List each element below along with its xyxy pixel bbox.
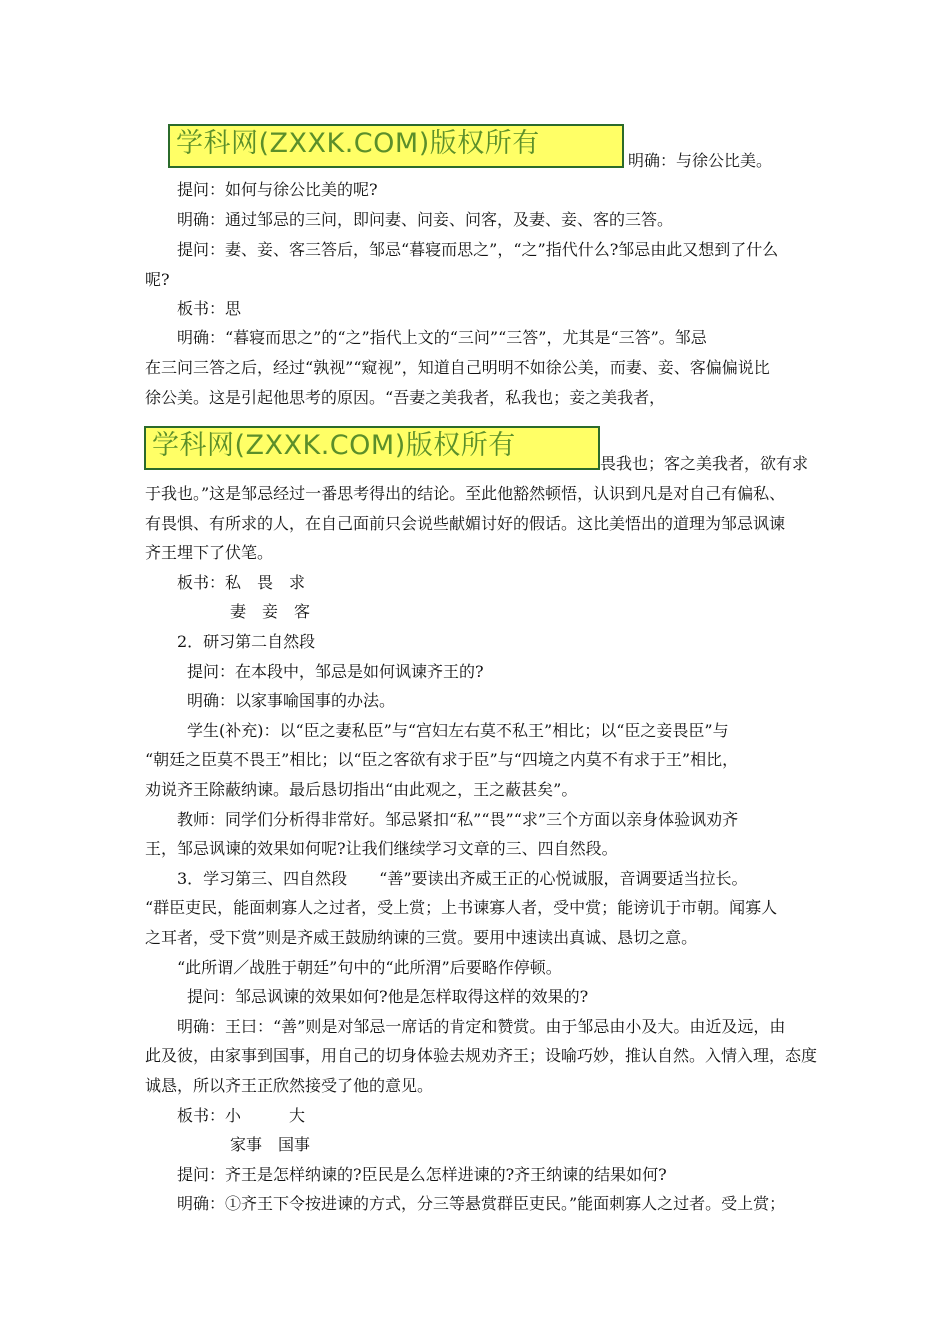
section-heading: 2．研习第二自然段 <box>177 632 316 651</box>
text-line: 诚恳，所以齐王正欣然接受了他的意见。 <box>145 1076 434 1095</box>
text-line: 有畏惧、有所求的人，在自己面前只会说些献媚讨好的假话。这比美悟出的道理为邹忌讽谏 <box>145 514 786 533</box>
text-line: 此及彼，由家事到国事，用自己的切身体验去规劝齐王；设喻巧妙，推认自然。入情入理，态度 <box>145 1046 818 1065</box>
text-line: 板书：小 大 <box>177 1106 306 1125</box>
watermark-stamp: 学科网(ZXXK.COM)版权所有 <box>144 426 600 470</box>
text-line: 明确：以家事喻国事的办法。 <box>187 691 396 710</box>
text-line: “此所谓／战胜于朝廷”句中的“此所渭”后要略作停顿。 <box>177 958 562 977</box>
text-line: 提问：在本段中，邹忌是如何讽谏齐王的? <box>187 662 484 681</box>
watermark-stamp: 学科网(ZXXK.COM)版权所有 <box>168 124 624 168</box>
text-line: 明确：通过邹忌的三问，即问妻、问妾、问客，及妻、妾、客的三答。 <box>177 210 674 229</box>
text-line: 呢? <box>145 270 170 289</box>
text-line: 明确：“暮寝而思之”的“之”指代上文的“三问”“三答”，尤其是“三答”。邹忌 <box>177 328 707 347</box>
text-line: 教师：同学们分析得非常好。邹忌紧扣“私”“畏”“求”三个方面以亲身体验讽劝齐 <box>177 810 739 829</box>
text-line: 明确：①齐王下令按进谏的方式，分三等悬赏群臣吏民。”能面刺寡人之过者。受上赏； <box>177 1194 786 1213</box>
text-line: 劝说齐王除蔽纳谏。最后恳切指出“由此观之，王之蔽甚矣”。 <box>145 780 578 799</box>
text-line: 板书：思 <box>177 299 242 318</box>
text-line: 板书：私 畏 求 <box>177 573 306 592</box>
text-line: 明确：王曰：“善”则是对邹忌一席话的肯定和赞赏。由于邹忌由小及大。由近及远，由 <box>177 1017 786 1036</box>
text-line: 于我也。”这是邹忌经过一番思考得出的结论。至此他豁然顿悟，认识到凡是对自己有偏私、 <box>145 484 786 503</box>
text-line: 明确：与徐公比美。 <box>628 151 773 170</box>
text-line: 提问：妻、妾、客三答后，邹忌“暮寝而思之”，“之”指代什么?邹忌由此又想到了什么 <box>177 240 779 259</box>
text-line: 提问：邹忌讽谏的效果如何?他是怎样取得这样的效果的? <box>187 987 589 1006</box>
text-line: 徐公美。这是引起他思考的原因。“吾妻之美我者，私我也；妾之美我者， <box>145 388 666 407</box>
text-line: 提问：如何与徐公比美的呢? <box>177 180 378 199</box>
text-line: 在三问三答之后，经过“孰视”“窥视”，知道自己明明不如徐公美，而妻、妾、客偏偏说比 <box>145 358 770 377</box>
text-line: 之耳者，受下赏”则是齐威王鼓励纳谏的三赏。要用中速读出真诚、恳切之意。 <box>145 928 698 947</box>
text-line: 妻 妾 客 <box>230 602 311 621</box>
text-line: 王，邹忌讽谏的效果如何呢?让我们继续学习文章的三、四自然段。 <box>145 839 618 858</box>
text-line: 畏我也；客之美我者，欲有求 <box>600 454 809 473</box>
text-line: 提问：齐王是怎样纳谏的?臣民是么怎样进谏的?齐王纳谏的结果如何? <box>177 1165 667 1184</box>
text-line: “群臣吏民，能面刺寡人之过者，受上赏；上书谏寡人者，受中赏；能谤讥于市朝。闻寡人 <box>145 898 778 917</box>
text-line: 齐王埋下了伏笔。 <box>145 543 274 562</box>
section-heading: 3．学习第三、四自然段 “善”要读出齐威王正的心悦诚服，音调要适当拉长。 <box>177 869 748 888</box>
text-line: “朝廷之臣莫不畏王”相比；以“臣之客欲有求于臣”与“四境之内莫不有求于王”相比， <box>145 750 739 769</box>
text-line: 家事 国事 <box>230 1135 311 1154</box>
text-line: 学生(补充)：以“臣之妻私臣”与“宫妇左右莫不私王”相比；以“臣之妾畏臣”与 <box>187 721 729 740</box>
